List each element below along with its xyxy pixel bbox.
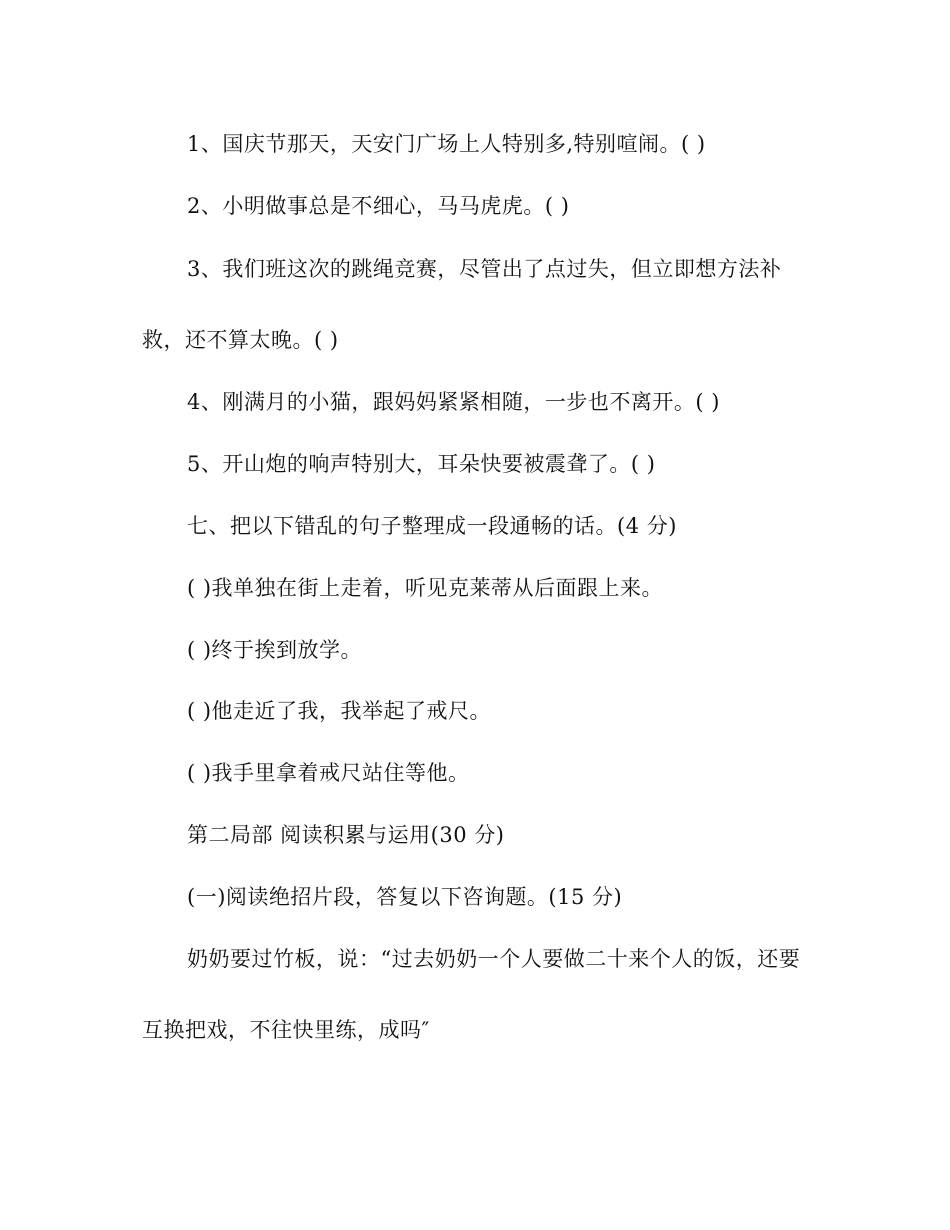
reading-section-heading: (一)阅读绝招片段，答复以下咨询题。(15 分) xyxy=(187,885,623,909)
section-7-heading: 七、把以下错乱的句子整理成一段通畅的话。(4 分) xyxy=(187,514,677,538)
sentence-item: ( )终于挨到放学。 xyxy=(187,638,363,662)
question-1: 1、国庆节那天，天安门广场上人特别多,特别喧闹。( ) xyxy=(187,132,706,156)
passage-line-1: 奶奶要过竹板，说：“过去奶奶一个人要做二十来个人的饭，还要 xyxy=(187,947,801,971)
part-2-heading: 第二局部 阅读积累与运用(30 分) xyxy=(187,823,505,847)
question-2: 2、小明做事总是不细心，马马虎虎。( ) xyxy=(187,194,570,218)
sentence-item: ( )我单独在街上走着，听见克莱蒂从后面跟上来。 xyxy=(187,576,664,600)
question-5: 5、开山炮的响声特别大，耳朵快要被震聋了。( ) xyxy=(187,452,656,476)
question-4: 4、刚满月的小猫，跟妈妈紧紧相随，一步也不离开。( ) xyxy=(187,390,720,414)
question-3-line-1: 3、我们班这次的跳绳竞赛，尽管出了点过失，但立即想方法补 xyxy=(187,257,782,281)
question-3-line-2: 救，还不算太晚。( ) xyxy=(142,328,339,352)
passage-line-2: 互换把戏，不往快里练，成吗″ xyxy=(142,1018,430,1042)
sentence-item: ( )他走近了我，我举起了戒尺。 xyxy=(187,699,492,723)
sentence-item: ( )我手里拿着戒尺站住等他。 xyxy=(187,761,470,785)
